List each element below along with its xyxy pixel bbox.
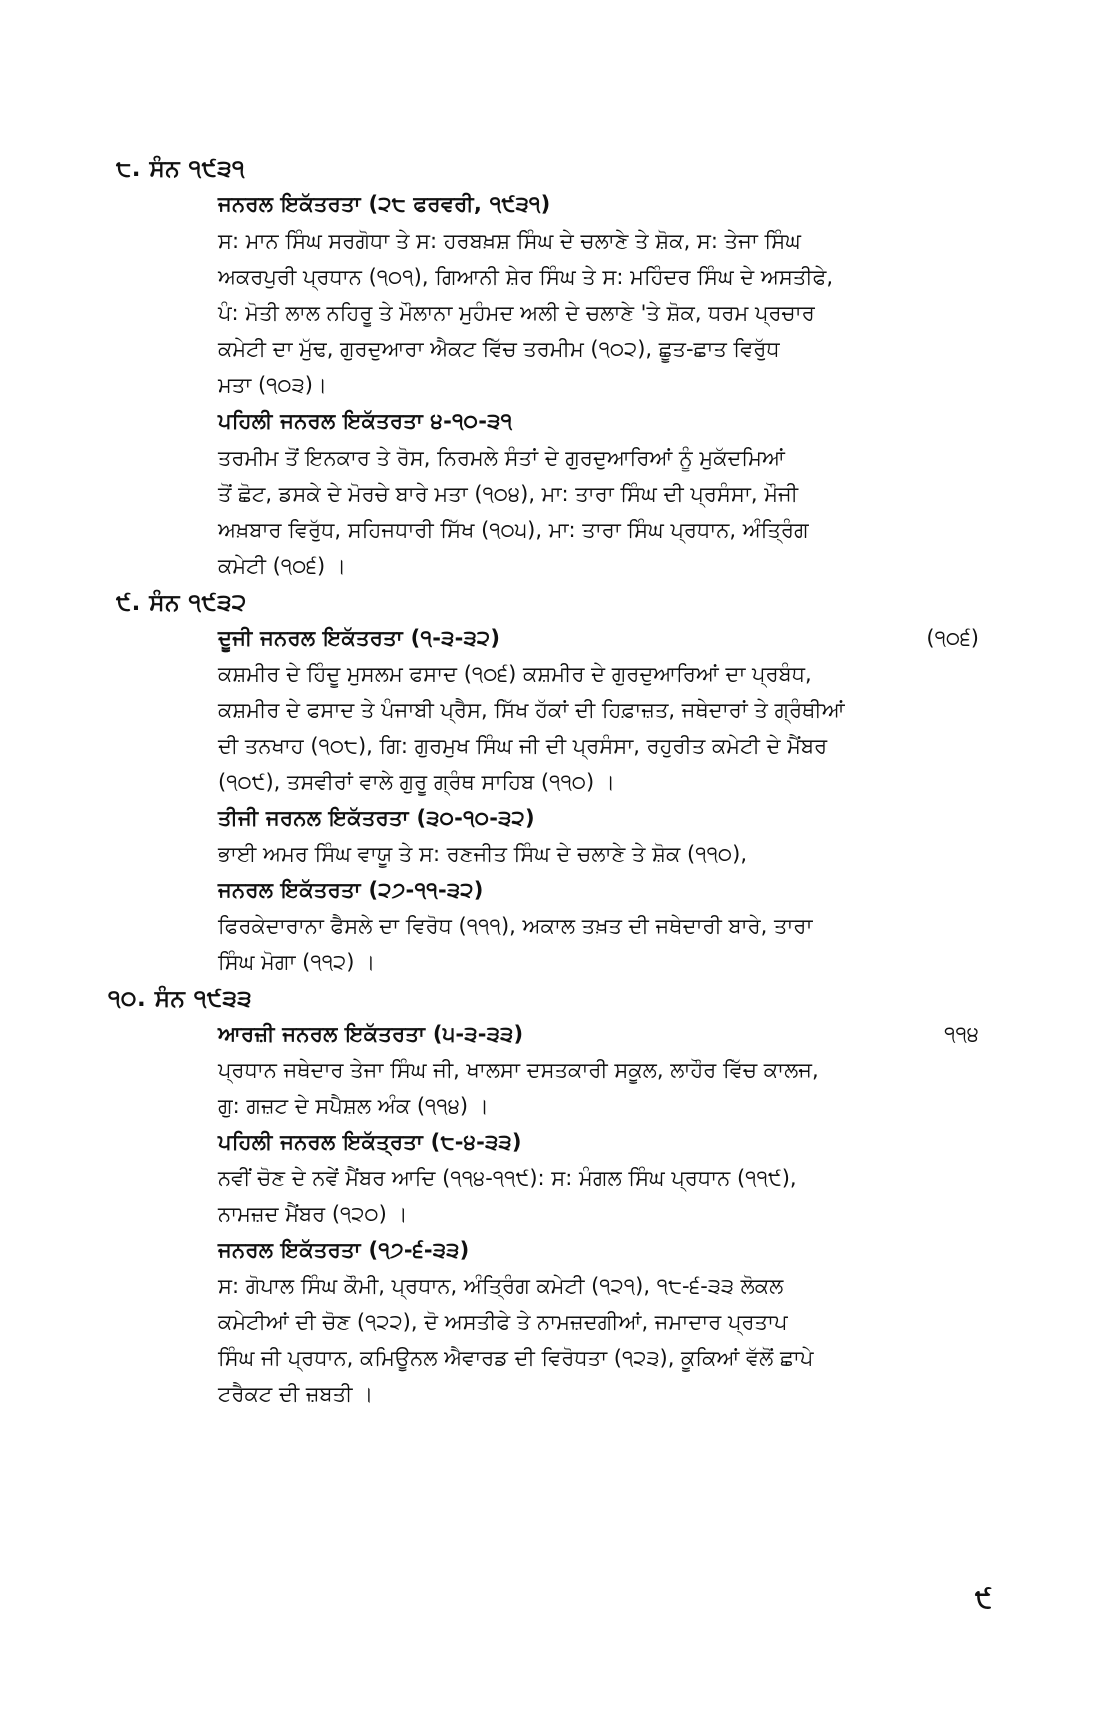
text-line: ਟਰੈਕਟ ਦੀ ਜ਼ਬਤੀ । bbox=[218, 1382, 374, 1406]
text-line: ਕਮੇਟੀ ਦਾ ਮੁੱਢ, ਗੁਰਦੁਆਰਾ ਐਕਟ ਵਿੱਚ ਤਰਮੀਮ (੧੦੨), ਛੂਤ-ਛਾਤ ਵਿਰੁੱਧ bbox=[218, 337, 780, 361]
meeting-heading: ਜਨਰਲ ਇਕੱਤਰਤਾ (੨੭-੧੧-੩੨) bbox=[218, 878, 484, 902]
meeting-heading: ਜਨਰਲ ਇਕੱਤਰਤਾ (੧੭-੬-੩੩) bbox=[218, 1238, 470, 1262]
text-line: ਦੀ ਤਨਖਾਹ (੧੦੮), ਗਿ: ਗੁਰਮੁਖ ਸਿੰਘ ਜੀ ਦੀ ਪ੍ਰਸੰਸਾ, ਰਹੁਰੀਤ ਕਮੇਟੀ ਦੇ ਮੈਂਬਰ bbox=[218, 734, 828, 758]
text-line: ਕਸ਼ਮੀਰ ਦੇ ਫਸਾਦ ਤੇ ਪੰਜਾਬੀ ਪ੍ਰੈਸ, ਸਿੱਖ ਹੱਕਾਂ ਦੀ ਹਿਫ਼ਾਜ਼ਤ, ਜਥੇਦਾਰਾਂ ਤੇ ਗ੍ਰੰਥੀਆਂ bbox=[218, 698, 845, 722]
meeting-heading: ਪਹਿਲੀ ਜਨਰਲ ਇਕੱਤਰਤਾ ੪-੧੦-੩੧ bbox=[218, 409, 513, 433]
meeting-heading: ਪਹਿਲੀ ਜਨਰਲ ਇਕੱਤ੍ਰਤਾ (੮-੪-੩੩) bbox=[218, 1130, 522, 1154]
text-line: ਨਵੀਂ ਚੋਣ ਦੇ ਨਵੇਂ ਮੈਂਬਰ ਆਦਿ (੧੧੪-੧੧੯): ਸ: ਮੰਗਲ ਸਿੰਘ ਪ੍ਰਧਾਨ (੧੧੯), bbox=[218, 1166, 797, 1190]
text-line: ਕਮੇਟੀ (੧੦੬) । bbox=[218, 554, 347, 578]
text-line: (੧੦੯), ਤਸਵੀਰਾਂ ਵਾਲੇ ਗੁਰੂ ਗ੍ਰੰਥ ਸਾਹਿਬ (੧੧੦) । bbox=[218, 770, 616, 794]
text-line: ਅਕਰਪੁਰੀ ਪ੍ਰਧਾਨ (੧੦੧), ਗਿਆਨੀ ਸ਼ੇਰ ਸਿੰਘ ਤੇ ਸ: ਮਹਿੰਦਰ ਸਿੰਘ ਦੇ ਅਸਤੀਫੇ, bbox=[218, 265, 834, 289]
text-line: ਕਸ਼ਮੀਰ ਦੇ ਹਿੰਦੂ ਮੁਸਲਮ ਫਸਾਦ (੧੦੬) ਕਸ਼ਮੀਰ ਦੇ ਗੁਰਦੁਆਰਿਆਂ ਦਾ ਪ੍ਰਬੰਧ, bbox=[218, 662, 812, 686]
text-line: ਸ: ਗੋਪਾਲ ਸਿੰਘ ਕੌਮੀ, ਪ੍ਰਧਾਨ, ਅੰਤ੍ਰਿੰਗ ਕਮੇਟੀ (੧੨੧), ੧੮-੬-੩੩ ਲੋਕਲ bbox=[218, 1274, 784, 1298]
section-year-heading: ੮. ਸੰਨ ੧੯੩੧ bbox=[116, 156, 245, 182]
text-line: ਅਖ਼ਬਾਰ ਵਿਰੁੱਧ, ਸਹਿਜਧਾਰੀ ਸਿੱਖ (੧੦੫), ਮਾ: ਤਾਰਾ ਸਿੰਘ ਪ੍ਰਧਾਨ, ਅੰਤ੍ਰਿੰਗ bbox=[218, 518, 809, 542]
section-year-heading: ੯. ਸੰਨ ੧੯੩੨ bbox=[116, 590, 247, 616]
text-line: ਤੋਂ ਛੋਟ, ਡਸਕੇ ਦੇ ਮੋਰਚੇ ਬਾਰੇ ਮਤਾ (੧੦੪), ਮਾ: ਤਾਰਾ ਸਿੰਘ ਦੀ ਪ੍ਰਸੰਸਾ, ਮੌਜੀ bbox=[218, 482, 799, 506]
text-line: ਸਿੰਘ ਜੀ ਪ੍ਰਧਾਨ, ਕਮਿਊਨਲ ਐਵਾਰਡ ਦੀ ਵਿਰੋਧਤਾ (੧੨੩), ਕੂਕਿਆਂ ਵੱਲੋਂ ਛਾਪੇ bbox=[218, 1346, 814, 1370]
text-line: ਫਿਰਕੇਦਾਰਾਨਾ ਫੈਸਲੇ ਦਾ ਵਿਰੋਧ (੧੧੧), ਅਕਾਲ ਤਖ਼ਤ ਦੀ ਜਥੇਦਾਰੀ ਬਾਰੇ, ਤਾਰਾ bbox=[218, 914, 813, 938]
section-year-heading: ੧੦. ਸੰਨ ੧੯੩੩ bbox=[108, 986, 253, 1012]
text-line: ਤਰਮੀਮ ਤੋਂ ਇਨਕਾਰ ਤੇ ਰੋਸ, ਨਿਰਮਲੇ ਸੰਤਾਂ ਦੇ ਗੁਰਦੁਆਰਿਆਂ ਨੂੰ ਮੁਕੱਦਮਿਆਂ bbox=[218, 446, 785, 470]
meeting-heading: ਜਨਰਲ ਇਕੱਤਰਤਾ (੨੮ ਫਰਵਰੀ, ੧੯੩੧) bbox=[218, 192, 551, 216]
text-line: ਪੰ: ਮੋਤੀ ਲਾਲ ਨਹਿਰੂ ਤੇ ਮੌਲਾਨਾ ਮੁਹੰਮਦ ਅਲੀ ਦੇ ਚਲਾਣੇ 'ਤੇ ਸ਼ੋਕ, ਧਰਮ ਪ੍ਰਚਾਰ bbox=[218, 301, 815, 325]
text-line: ਸਿੰਘ ਮੋਗਾ (੧੧੨) । bbox=[218, 950, 376, 974]
page-reference: ੧੧੪ bbox=[944, 1022, 979, 1046]
meeting-heading: ਦੂਜੀ ਜਨਰਲ ਇਕੱਤਰਤਾ (੧-੩-੩੨) bbox=[218, 626, 501, 650]
meeting-heading: ਤੀਜੀ ਜਰਨਲ ਇਕੱਤਰਤਾ (੩੦-੧੦-੩੨) bbox=[218, 806, 535, 830]
text-line: ਮਤਾ (੧੦੩)। bbox=[218, 373, 328, 397]
text-line: ਸ: ਮਾਨ ਸਿੰਘ ਸਰਗੋਧਾ ਤੇ ਸ: ਹਰਬਖ਼ਸ਼ ਸਿੰਘ ਦੇ ਚਲਾਣੇ ਤੇ ਸ਼ੋਕ, ਸ: ਤੇਜਾ ਸਿੰਘ bbox=[218, 229, 801, 253]
text-line: ਭਾਈ ਅਮਰ ਸਿੰਘ ਵਾਯੂ ਤੇ ਸ: ਰਣਜੀਤ ਸਿੰਘ ਦੇ ਚਲਾਣੇ ਤੇ ਸ਼ੋਕ (੧੧੦), bbox=[218, 842, 747, 866]
page-number: ੯ bbox=[974, 1584, 992, 1614]
text-line: ਨਾਮਜ਼ਦ ਮੈਂਬਰ (੧੨੦) । bbox=[218, 1202, 408, 1226]
page-reference: (੧੦੬) bbox=[926, 626, 979, 650]
text-line: ਪ੍ਰਧਾਨ ਜਥੇਦਾਰ ਤੇਜਾ ਸਿੰਘ ਜੀ, ਖਾਲਸਾ ਦਸਤਕਾਰੀ ਸਕੂਲ, ਲਾਹੌਰ ਵਿੱਚ ਕਾਲਜ, bbox=[218, 1058, 819, 1082]
text-line: ਗੁ: ਗਜ਼ਟ ਦੇ ਸਪੈਸ਼ਲ ਅੰਕ (੧੧੪) । bbox=[218, 1094, 489, 1118]
meeting-heading: ਆਰਜ਼ੀ ਜਨਰਲ ਇਕੱਤਰਤਾ (੫-੩-੩੩) bbox=[218, 1022, 524, 1046]
text-line: ਕਮੇਟੀਆਂ ਦੀ ਚੋਣ (੧੨੨), ਦੋ ਅਸਤੀਫੇ ਤੇ ਨਾਮਜ਼ਦਗੀਆਂ, ਜਮਾਦਾਰ ਪ੍ਰਤਾਪ bbox=[218, 1310, 788, 1334]
